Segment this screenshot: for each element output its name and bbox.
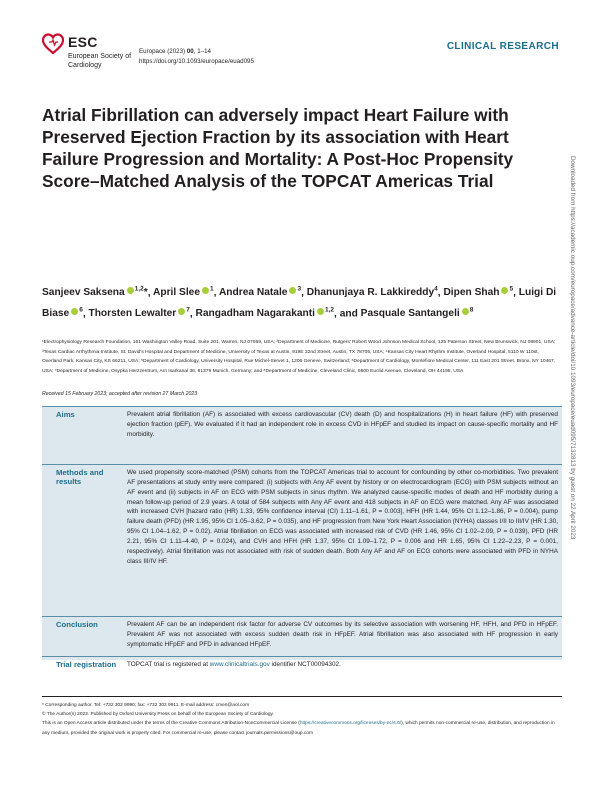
author — [153, 287, 214, 298]
author-name: Sanjeev Saksena — [42, 287, 125, 299]
author-separator: , — [513, 287, 519, 299]
orcid-icon[interactable] — [71, 308, 78, 315]
author-name: Rangadham Nagarakanti — [195, 308, 315, 320]
orcid-icon[interactable] — [289, 287, 296, 294]
author-affiliation: 5 — [509, 286, 514, 293]
author-separator: , — [82, 308, 89, 320]
download-sidebar — [566, 156, 576, 756]
orcid-icon[interactable] — [127, 287, 134, 294]
abstract-label: Aims — [56, 410, 75, 419]
author-name: Andrea Natale — [218, 287, 288, 299]
author — [88, 308, 189, 319]
author-affiliation: 1 — [210, 286, 214, 293]
heart-logo-icon — [42, 33, 64, 55]
author-affiliation: 8 — [469, 306, 474, 314]
trial-identifier: identifier NCT00094302. — [269, 661, 341, 668]
abstract-label: Conclusion — [56, 620, 98, 629]
orcid-icon[interactable] — [317, 308, 324, 315]
abstract-divider — [42, 464, 562, 465]
author-affiliation: 7 — [186, 306, 190, 314]
abstract-text: Prevalent AF can be an independent risk factor for adverse CV outcomes by its selective association with worsening HF, HFH, and PFD in HFpEF. Prevalent AF was not associated with excess sudden death risk in HFpEF. Atrial fibrillation was also associated with HF progression in early symptomatic HFpEF and PFD in advanced HFpEF. — [127, 621, 558, 648]
esc-logo — [42, 31, 152, 76]
journal-info — [139, 47, 254, 67]
author-name: Pasquale Santangeli — [360, 308, 460, 320]
author-name: Dhanunjaya R. Lakkireddy — [306, 287, 435, 299]
journal-volume: 00 — [186, 48, 194, 55]
author — [42, 287, 148, 298]
author-separator: , — [437, 287, 444, 299]
orcid-icon[interactable] — [462, 308, 469, 315]
affiliations: ¹Electrophysiology Research Foundation, 161 Washington Valley Road, Suite 201, Warren, NJ 07059, USA; ²Department of Medicine, Rutgers' Robert Wood Johnson Medical School, 125 Paterson Street, New Brunswick, NJ 08901, USA; ³Texas Cardiac Arrhythmia Institute, St. David's Hospital and Department of Medicine, University of Texas at Austin, 919E 32nd Street, Austin, TX 78705, USA; ⁴Kansas City Heart Rhythm Institute, Overland Hospital, 5110 W 110st, Overland Park, Kansas City, KS 66211, USA; ⁵Department of Cardiology, University Hospital, Rue Michel-Servet 1, 1206 Geneve, Switzerland; ⁶Department of Cardiology, Montefiore Medical Center, 111 East 201 Street, Bronx, NY 10467, USA; ⁷Department of Medicine, Osypka Herzzentrum, Am Isarkanal 36, 81379 Munich, Germany; and ⁸Department of Medicine, Cleveland Clinic, 9500 Euclid Avenue, Cleveland, OH 44195, USA — [42, 340, 556, 374]
footnote-rule — [42, 696, 562, 697]
corresponding-mark: * — [143, 287, 148, 299]
license — [42, 719, 562, 737]
logo-name: ESC — [68, 34, 98, 50]
license-text-after: ), which permits non-commercial re-use, distribution, and reproduction in any medium, provided the original work is properly cited. For commercial re-use, please contact journals.permissions@oup.com — [42, 721, 555, 736]
author — [196, 308, 335, 319]
logo-subtitle: European Society of Cardiology — [68, 53, 132, 69]
author — [219, 287, 301, 298]
journal-pages: , 1–14 — [193, 48, 211, 55]
article-title: Atrial Fibrillation can adversely impact Heart Failure with Preserved Ejection Fraction by its association with Heart Failure Progression and Mortality: A Post-Hoc Propensity Score–Matched Analysis of the TOPCAT Americas Trial — [42, 105, 514, 191]
abstract-divider — [42, 616, 562, 617]
author-name: April Slee — [153, 287, 201, 299]
author-affiliation: 4 — [434, 286, 438, 293]
author-affiliation: 1,2 — [134, 286, 144, 293]
orcid-icon[interactable] — [178, 308, 185, 315]
journal-doi[interactable]: https://doi.org/10.1093/europace/euad095 — [139, 58, 254, 65]
journal-year: (2023) — [167, 48, 186, 55]
author-name: Dipen Shah — [443, 287, 500, 299]
author-affiliation: 6 — [79, 306, 83, 314]
journal-name: Europace — [139, 48, 166, 55]
footnotes — [42, 701, 562, 738]
author — [361, 308, 474, 319]
author-separator: , — [189, 308, 196, 320]
orcid-icon[interactable] — [501, 287, 508, 294]
abstract-label: Trial registration — [56, 660, 117, 669]
received-dates: Received 15 February 2023; accepted after revision 27 March 2023 — [42, 391, 198, 397]
corresponding-author: * Corresponding author. Tel: +732 302 9990; fax: +732 302 9911. E-mail address: cmen@aol.com — [42, 703, 250, 708]
author — [443, 287, 513, 298]
section-label: CLINICAL RESEARCH — [446, 41, 559, 52]
abstract-box — [42, 406, 562, 669]
abstract-text: Prevalent atrial fibrillation (AF) is associated with excess cardiovascular (CV) death (D) and hospitalizations (H) in heart failure (HF) with preserved ejection fraction (pEF). We evaluated if it had an independent role in excess CVD in HFpEF and studied its impact on cause-specific mortality and HF morbidity. — [127, 411, 558, 438]
author-name: Thorsten Lewalter — [88, 308, 177, 320]
license-text: This is an Open Access article distributed under the terms of the Creative Commons Attribution-NonCommercial License ( — [42, 721, 300, 727]
author-affiliation: 1,2 — [325, 306, 335, 314]
author — [307, 287, 438, 298]
abstract-divider — [42, 656, 562, 657]
orcid-icon[interactable] — [202, 287, 209, 294]
author-separator: , — [147, 287, 154, 299]
author-name: Luigi Di Biase — [42, 287, 557, 320]
download-notice: Downloaded from https://academic.oup.com/europace/advance-article/doi/10.1093/europace/euad095/7132813 by guest on 22 April 2023 — [569, 156, 576, 540]
abstract-text — [127, 660, 558, 670]
abstract-divider — [42, 406, 562, 407]
trial-link[interactable]: www.clinicaltrials.gov — [209, 661, 270, 668]
trial-text: TOPCAT trial is registered at — [127, 661, 210, 668]
abstract-text: We used propensity score-matched (PSM) cohorts from the TOPCAT Americas trial to account for confounding by other co-morbidities. Two prevalent AF presentations at study entry were compared: (i) subjects with Any AF event by history or on electrocardiogram (ECG) with PSM subjects without an AF event and (ii) subjects in AF on ECG with PSM subjects in sinus rhythm. We analyzed cause-specific modes of death and HF morbidity during a mean follow-up period of 2.9 years. A total of 584 subjects with Any AF event and 418 subjects in AF on ECG were matched. Any AF was associated with increased CVH [hazard ratio (HR) 1.33, 95% confidence interval (CI) 1.11–1.61, P = 0.003], HFH (HR 1.44, 95% CI 1.12–1.86, P = 0.004), pump failure death (PFD) (HR 1.95, 95% CI 1.05–3.62, P = 0.035), and HF progression from New York Heart Association (NYHA) classes I/II to III/IV (HR 1.30, 95% CI 1.04–1.62, P = 0.02). Atrial fibrillation on ECG was associated with increased risk of CVD (HR 1.46, 95% CI 1.02–2.09, P = 0.039), PFD (HR 2.21, 95% CI 1.11–4.40, P = 0.024), and CVH and HFH (HR 1.37, 95% CI 1.09–1.72, P = 0.006 and HR 1.65, 95% CI 1.22–2.23, P = 0.001, respectively). Atrial fibrillation was not associated with risk of sudden death. Both Any AF and AF on ECG cohorts were associated with PFD in NYHA class III/IV HF. — [127, 469, 558, 565]
copyright: © The Author(s) 2023. Published by Oxford University Press on behalf of the European Society of Cardiology. — [42, 712, 274, 718]
author-separator: , and — [334, 308, 361, 320]
license-link[interactable]: https://creativecommons.org/licenses/by-nc/4.0/ — [299, 721, 402, 727]
author-list — [42, 281, 562, 323]
author-separator: , — [213, 287, 219, 299]
abstract-label: Methods and results — [56, 468, 104, 486]
author-separator: , — [301, 287, 307, 299]
author-affiliation: 3 — [297, 286, 302, 293]
